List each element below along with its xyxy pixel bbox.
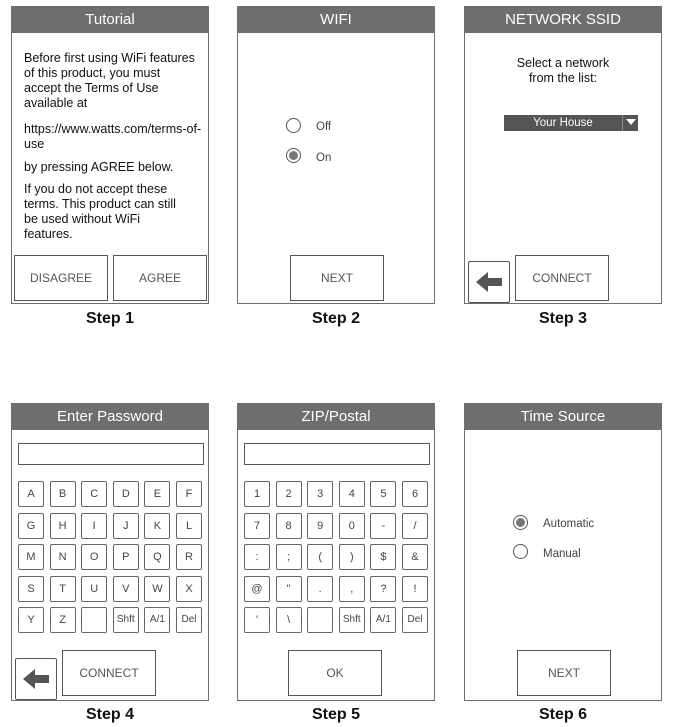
key[interactable]: '	[244, 607, 270, 633]
key[interactable]: M	[18, 544, 44, 570]
key[interactable]: Del	[402, 607, 428, 633]
key[interactable]: B	[50, 481, 76, 507]
left-arrow-icon	[16, 659, 56, 699]
key[interactable]: Shft	[339, 607, 365, 633]
key[interactable]: &	[402, 544, 428, 570]
back-button[interactable]	[15, 658, 57, 700]
connect-button[interactable]: CONNECT	[515, 255, 609, 301]
key[interactable]: Y	[18, 607, 44, 633]
key[interactable]: G	[18, 513, 44, 539]
zip-input[interactable]	[244, 443, 430, 465]
step-label: Step 1	[85, 310, 134, 327]
key[interactable]: \	[276, 607, 302, 633]
key[interactable]: 0	[339, 513, 365, 539]
key[interactable]: K	[144, 513, 170, 539]
key[interactable]: )	[339, 544, 365, 570]
key[interactable]: A	[18, 481, 44, 507]
key[interactable]: (	[307, 544, 333, 570]
radio-on[interactable]	[286, 148, 301, 163]
key[interactable]: S	[18, 576, 44, 602]
radio-automatic-label: Automatic	[543, 518, 595, 530]
key[interactable]: 4	[339, 481, 365, 507]
next-button[interactable]: NEXT	[290, 255, 384, 301]
step-label: Step 2	[311, 310, 360, 327]
ok-button[interactable]: OK	[288, 650, 382, 696]
key[interactable]: X	[176, 576, 202, 602]
key[interactable]: T	[50, 576, 76, 602]
step-label: Step 3	[538, 310, 587, 327]
key[interactable]: N	[50, 544, 76, 570]
step-label: Step 4	[85, 706, 134, 723]
triangle-down-icon	[622, 115, 638, 131]
key[interactable]: .	[307, 576, 333, 602]
key[interactable]: V	[113, 576, 139, 602]
title-bar: Enter Password	[12, 404, 208, 430]
radio-off-label: Off	[316, 121, 332, 133]
screen-zip-postal	[237, 403, 435, 701]
title-bar: Time Source	[465, 404, 661, 430]
connect-button[interactable]: CONNECT	[62, 650, 156, 696]
key[interactable]: Shft	[113, 607, 139, 633]
key[interactable]: Z	[50, 607, 76, 633]
step-label: Step 6	[538, 706, 587, 723]
key[interactable]: A/1	[370, 607, 396, 633]
key[interactable]	[81, 607, 107, 633]
title-bar: Tutorial	[12, 7, 208, 33]
radio-off[interactable]	[286, 118, 301, 133]
key[interactable]: 6	[402, 481, 428, 507]
key[interactable]: !	[402, 576, 428, 602]
screen-enter-password	[11, 403, 209, 701]
key[interactable]: Q	[144, 544, 170, 570]
password-input[interactable]	[18, 443, 204, 465]
key[interactable]: :	[244, 544, 270, 570]
left-arrow-icon	[469, 262, 509, 302]
key[interactable]: O	[81, 544, 107, 570]
back-button[interactable]	[468, 261, 510, 303]
network-prompt: Select a network from the list:	[516, 56, 610, 85]
key[interactable]: @	[244, 576, 270, 602]
network-dropdown[interactable]	[504, 115, 638, 131]
key[interactable]: L	[176, 513, 202, 539]
title-bar: WIFI	[238, 7, 434, 33]
radio-manual[interactable]	[513, 544, 528, 559]
next-button[interactable]: NEXT	[517, 650, 611, 696]
key[interactable]: 7	[244, 513, 270, 539]
key[interactable]: Del	[176, 607, 202, 633]
screen-tutorial	[11, 6, 209, 304]
title-bar: NETWORK SSID	[465, 7, 661, 33]
key[interactable]: ?	[370, 576, 396, 602]
terms-text: Before first using WiFi features of this product, you must accept the Terms of Use available at	[24, 51, 195, 110]
key[interactable]: F	[176, 481, 202, 507]
agree-button[interactable]: AGREE	[113, 255, 207, 301]
key[interactable]: A/1	[144, 607, 170, 633]
agree-instruction: by pressing AGREE below.	[24, 160, 174, 174]
key[interactable]	[307, 607, 333, 633]
key[interactable]: W	[144, 576, 170, 602]
radio-manual-label: Manual	[543, 548, 581, 560]
key[interactable]: 8	[276, 513, 302, 539]
key[interactable]: I	[81, 513, 107, 539]
step-label: Step 5	[311, 706, 360, 723]
key[interactable]: E	[144, 481, 170, 507]
key[interactable]: U	[81, 576, 107, 602]
decline-notice: If you do not accept these terms. This product can still be used without WiFi features.	[24, 182, 176, 241]
key[interactable]: /	[402, 513, 428, 539]
radio-automatic[interactable]	[513, 515, 528, 530]
key[interactable]: C	[81, 481, 107, 507]
title-bar: ZIP/Postal	[238, 404, 434, 430]
key[interactable]: 1	[244, 481, 270, 507]
key[interactable]: 2	[276, 481, 302, 507]
key[interactable]: ,	[339, 576, 365, 602]
key[interactable]: H	[50, 513, 76, 539]
key[interactable]: $	[370, 544, 396, 570]
screen-network-ssid	[464, 6, 662, 304]
key[interactable]: P	[113, 544, 139, 570]
screen-wifi	[237, 6, 435, 304]
key[interactable]: 5	[370, 481, 396, 507]
key[interactable]: R	[176, 544, 202, 570]
network-selected: Your House	[533, 117, 593, 129]
key[interactable]: 3	[307, 481, 333, 507]
key[interactable]: ;	[276, 544, 302, 570]
terms-link[interactable]: https://www.watts.com/terms-of-use	[24, 122, 202, 151]
key[interactable]: "	[276, 576, 302, 602]
key[interactable]: J	[113, 513, 139, 539]
key[interactable]: -	[370, 513, 396, 539]
key[interactable]: D	[113, 481, 139, 507]
key[interactable]: 9	[307, 513, 333, 539]
disagree-button[interactable]: DISAGREE	[14, 255, 108, 301]
radio-on-label: On	[316, 152, 332, 164]
screen-time-source	[464, 403, 662, 701]
